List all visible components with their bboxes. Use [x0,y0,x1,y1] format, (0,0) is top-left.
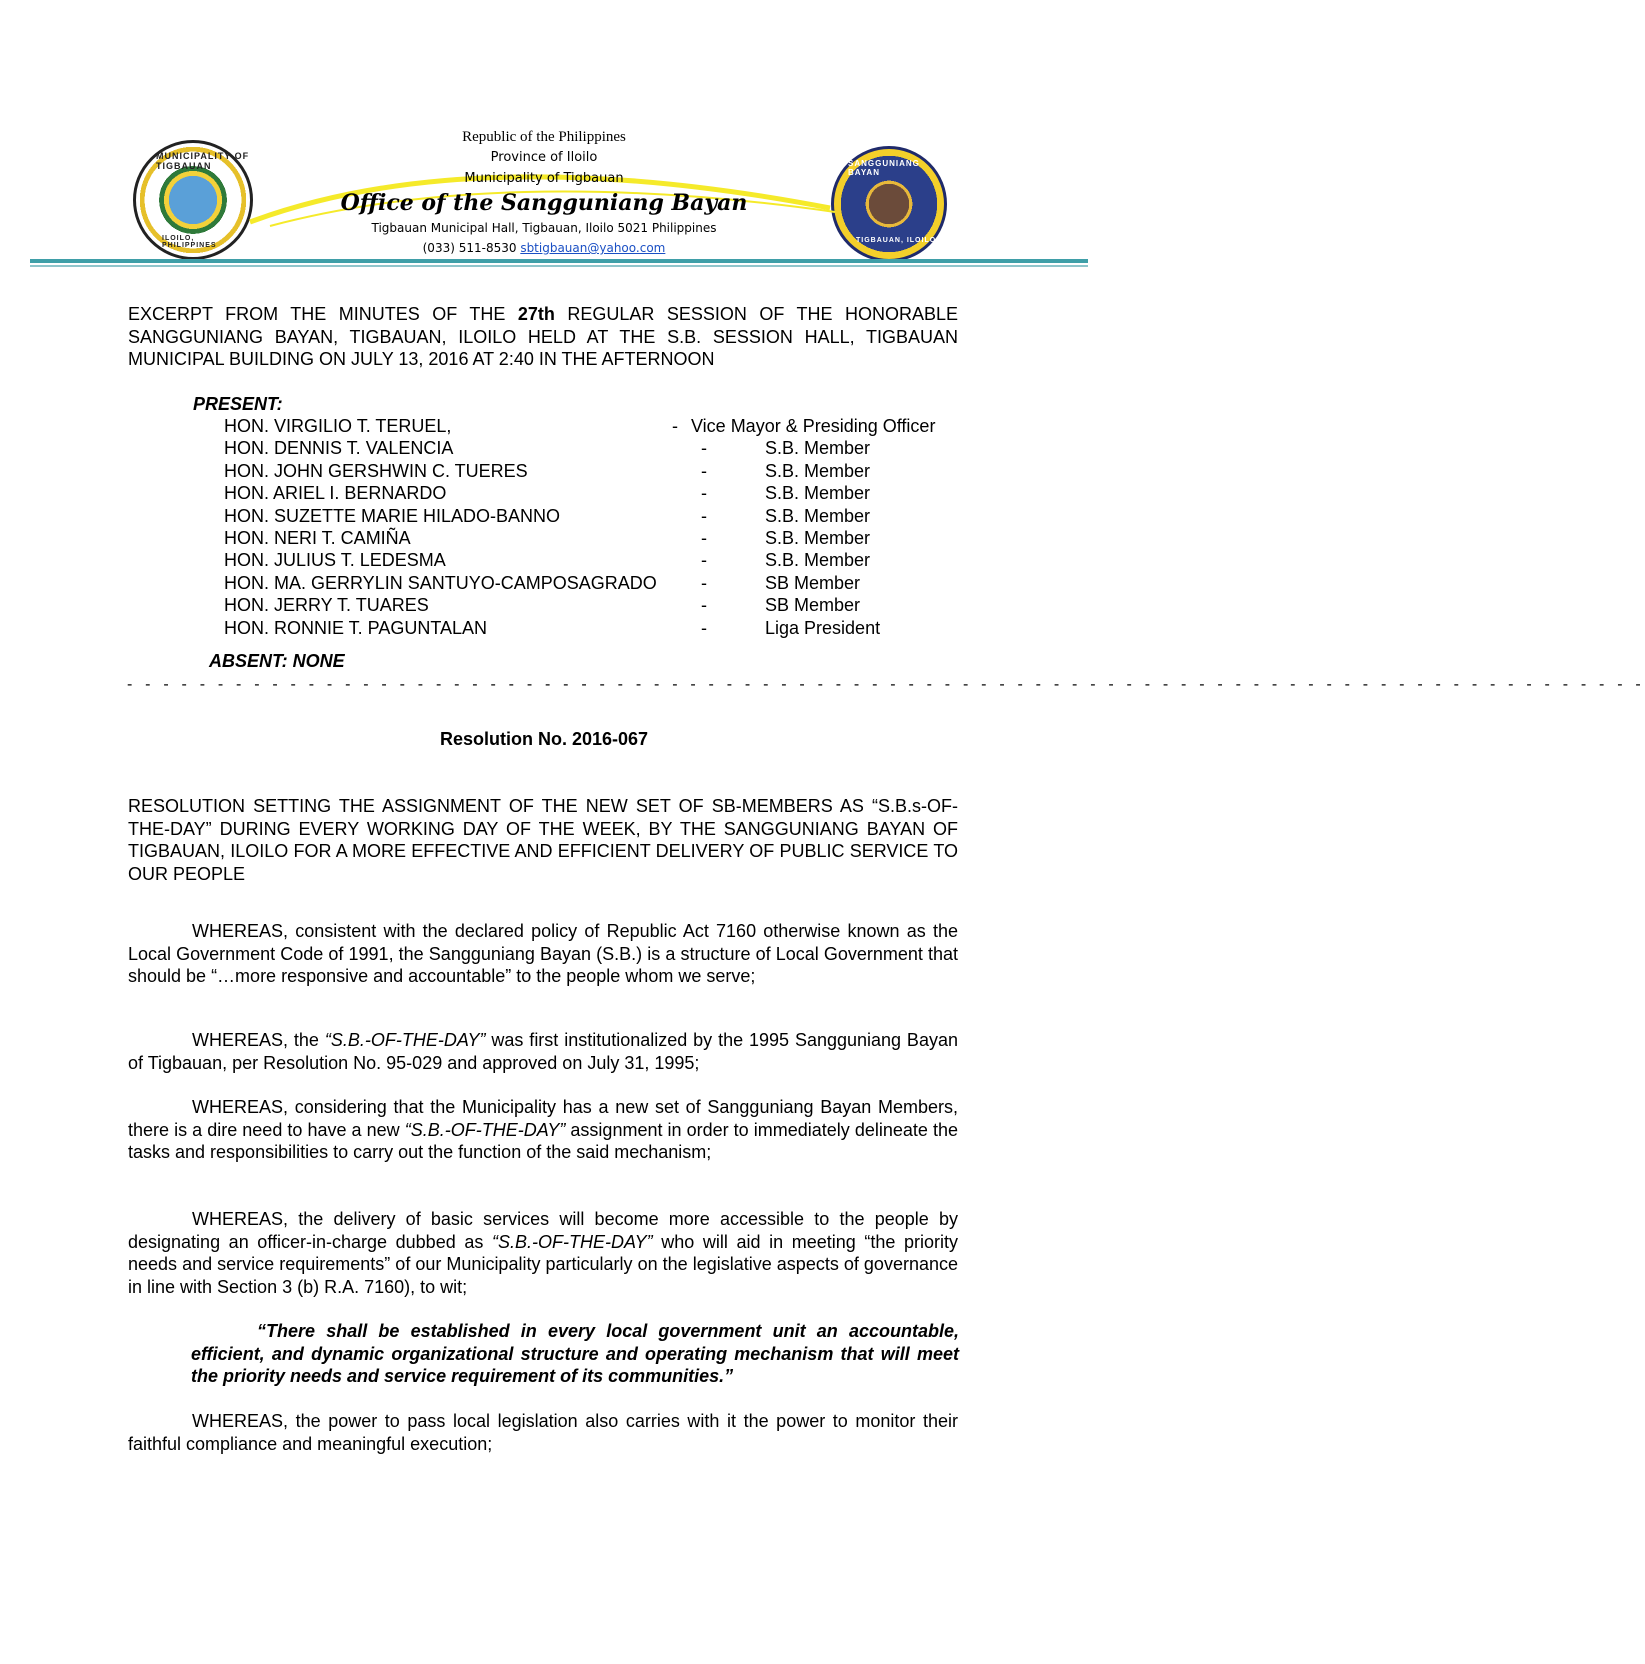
member-role: S.B. Member [765,505,871,526]
excerpt-heading: EXCERPT FROM THE MINUTES OF THE 27th REGULAR SESSION OF THE HONORABLE SANGGUNIANG BAYAN, TIGBAUAN, ILOILO HELD AT THE S.B. SESSION HALL, TIGBAUAN MUNICIPAL BUILDING ON JULY 13, 2016 AT 2:40 IN THE AFTERNOON [128,304,959,369]
letterhead-rule [30,259,1088,263]
present-label: PRESENT: [193,394,283,414]
resolution-title: RESOLUTION SETTING THE ASSIGNMENT OF THE NEW SET OF SB-MEMBERS AS “S.B.s-OF-THE-DAY” DURING EVERY WORKING DAY OF THE WEEK, BY THE SANGGUNIANG BAYAN OF TIGBAUAN, ILOILO FOR A MORE EFFECTIVE AND EFFICIENT DELIVERY OF PUBLIC SERVICE TO OUR PEOPLE [128,796,958,884]
session-ordinal: 27th [517,304,555,324]
right-seal-bottom: TIGBAUAN, ILOILO [856,237,937,244]
phone-number: (033) 511-8530 [422,241,517,255]
whereas-4: WHEREAS, the delivery of basic services will become more accessible to the people by designating an officer-in-charge dubbed as “S.B.-OF-THE-DAY” who will aid in meeting “the priority needs and service requirements” of our Municipality particularly on the legislative aspects of governance in line with Section 3 (b) R.A. 7160), to wit; [128,1209,958,1297]
resolution-number: Resolution No. 2016-067 [439,729,649,749]
member-role: S.B. Member [765,550,871,571]
member-dash: - [701,505,707,526]
member-name: HON. JERRY T. TUARES [224,595,429,616]
member-role: S.B. Member [765,528,871,548]
member-role: S.B. Member [765,438,871,459]
member-dash: - [701,617,707,638]
member-role: Liga President [765,617,881,638]
member-dash: - [701,460,707,481]
address-line: Tigbauan Municipal Hall, Tigbauan, Iloilo 5021 Philippines [371,221,717,235]
member-name: HON. JOHN GERSHWIN C. TUERES [224,460,528,481]
member-name: HON. RONNIE T. PAGUNTALAN [224,617,488,638]
member-dash: - [701,595,707,616]
republic-line: Republic of the Philippines [462,129,626,145]
member-dash: - [701,572,707,593]
contact-line [0,241,1088,255]
left-seal-bottom: ILOILO, PHILIPPINES [162,235,217,249]
member-name: HON. VIRGILIO T. TERUEL, [224,416,452,436]
municipality-line: Municipality of Tigbauan [464,171,624,186]
separator-line: - - - - - - - - - - - - - - - - - - - - - - - - - - - - - - - - - - - - - - - - - - - - - - - - - - - - - - - - - - - - - - - - - - - - - - - - - - - - - - - - - - - - [127,676,1645,693]
whereas-5: WHEREAS, the power to pass local legislation also carries with it the power to monitor their faithful compliance and meaningful execution; [128,1411,958,1454]
whereas-3: WHEREAS, considering that the Municipality has a new set of Sangguniang Bayan Members, there is a dire need to have a new “S.B.-OF-THE-DAY” assignment in order to immediately delineate the tasks and responsibilities to carry out the function of the said mechanism; [128,1097,958,1162]
member-role: SB Member [765,572,861,593]
member-dash: - [701,528,707,548]
member-name: HON. MA. GERRYLIN SANTUYO-CAMPOSAGRADO [224,572,657,593]
member-role: S.B. Member [765,460,871,481]
office-title: Office of the Sangguniang Bayan [340,190,748,216]
whereas-2: WHEREAS, the “S.B.-OF-THE-DAY” was first institutionalized by the 1995 Sangguniang Bayan of Tigbauan, per Resolution No. 95-029 and approved on July 31, 1995; [128,1030,958,1073]
member-name: HON. JULIUS T. LEDESMA [224,550,446,571]
member-role: S.B. Member [765,483,871,504]
member-name: HON. ARIEL I. BERNARDO [224,483,447,504]
member-dash: - [701,483,707,504]
whereas-1: WHEREAS, consistent with the declared policy of Republic Act 7160 otherwise known as the Local Government Code of 1991, the Sangguniang Bayan (S.B.) is a structure of Local Government that should be “…more responsive and accountable” to the people whom we serve; [128,921,958,986]
member-name: HON. SUZETTE MARIE HILADO-BANNO [224,505,561,526]
province-line: Province of Iloilo [490,150,598,165]
right-seal-label: SANGGUNIANG BAYAN [848,159,920,177]
email-link[interactable]: sbtigbauan@yahoo.com [520,241,666,255]
member-role: SB Member [765,595,861,616]
member-role: Vice Mayor & Presiding Officer [691,416,936,436]
member-name: HON. NERI T. CAMIÑA [224,528,411,548]
absent-label: ABSENT: NONE [209,651,345,671]
letterhead-rule-thin [30,265,1088,267]
member-dash: - [672,416,678,436]
member-name: HON. DENNIS T. VALENCIA [224,438,454,459]
quoted-provision: “There shall be established in every local government unit an accountable, efficient, and dynamic organizational structure and operating mechanism that will meet the priority needs and service requirement of its communities.” [191,1321,959,1386]
member-dash: - [701,438,707,459]
member-dash: - [701,550,707,571]
left-seal-label: MUNICIPALITY OF TIGBAUAN [156,151,250,171]
